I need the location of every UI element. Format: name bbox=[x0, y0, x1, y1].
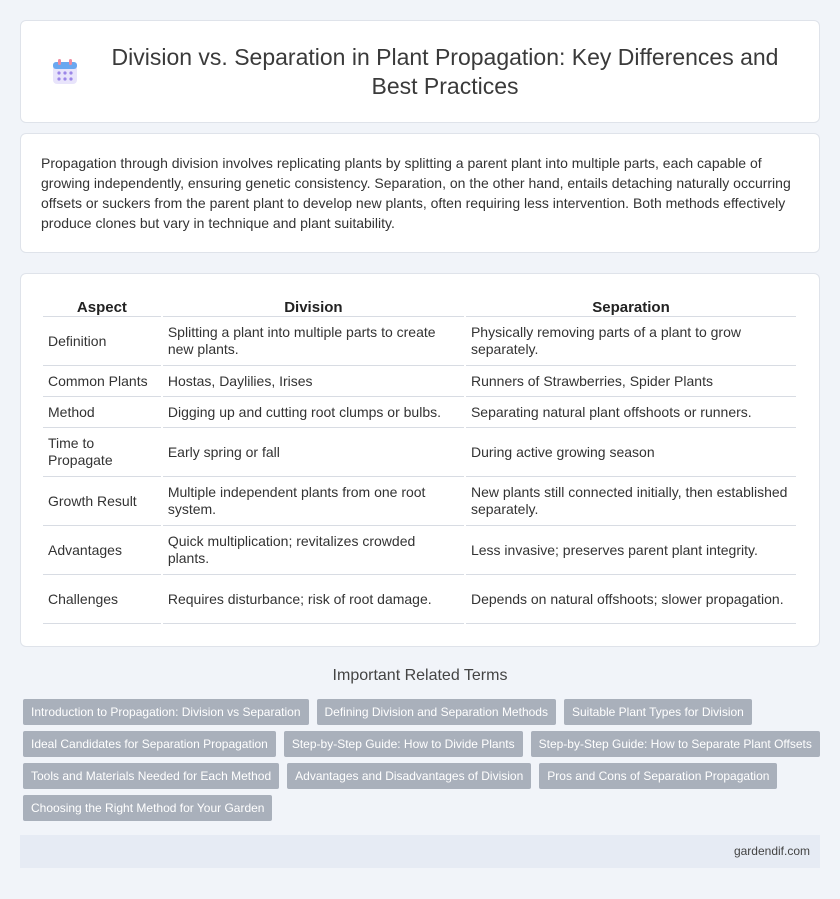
header-card bbox=[20, 20, 820, 123]
cell-separation: Depends on natural offshoots; slower propagation. bbox=[466, 575, 796, 624]
cell-separation: Separating natural plant offshoots or runners. bbox=[466, 397, 796, 428]
cell-division: Requires disturbance; risk of root damage. bbox=[163, 575, 464, 624]
calendar-icon bbox=[51, 58, 79, 86]
related-term-tag[interactable]: Advantages and Disadvantages of Division bbox=[287, 763, 531, 789]
related-terms-title: Important Related Terms bbox=[332, 667, 508, 684]
related-term-tag[interactable]: Choosing the Right Method for Your Garden bbox=[23, 795, 272, 821]
cell-separation: Physically removing parts of a plant to grow separately. bbox=[466, 317, 796, 366]
table-row bbox=[43, 428, 796, 477]
intro-card bbox=[20, 133, 820, 253]
cell-division: Digging up and cutting root clumps or bulbs. bbox=[163, 397, 464, 428]
related-term-tag[interactable]: Tools and Materials Needed for Each Method bbox=[23, 763, 279, 789]
table-header-row bbox=[43, 290, 796, 317]
footer bbox=[20, 835, 820, 868]
cell-separation: Less invasive; preserves parent plant integrity. bbox=[466, 526, 796, 575]
table-row bbox=[43, 366, 796, 397]
cell-aspect: Method bbox=[43, 397, 161, 428]
header-division: Division bbox=[163, 290, 464, 317]
table-row bbox=[43, 477, 796, 526]
table-row bbox=[43, 317, 796, 366]
related-term-tag[interactable]: Step-by-Step Guide: How to Separate Plant Offsets bbox=[531, 731, 820, 757]
comparison-table-card bbox=[20, 273, 820, 647]
cell-division: Multiple independent plants from one root system. bbox=[163, 477, 464, 526]
cell-division: Splitting a plant into multiple parts to create new plants. bbox=[163, 317, 464, 366]
cell-aspect: Time to Propagate bbox=[43, 428, 161, 477]
cell-aspect: Common Plants bbox=[43, 366, 161, 397]
related-term-tag[interactable]: Introduction to Propagation: Division vs Separation bbox=[23, 699, 309, 725]
header-aspect: Aspect bbox=[43, 290, 161, 317]
cell-aspect: Advantages bbox=[43, 526, 161, 575]
related-term-tag[interactable]: Defining Division and Separation Methods bbox=[317, 699, 556, 725]
related-term-tag[interactable]: Ideal Candidates for Separation Propagation bbox=[23, 731, 276, 757]
table-row bbox=[43, 575, 796, 624]
cell-division: Hostas, Daylilies, Irises bbox=[163, 366, 464, 397]
header-separation: Separation bbox=[466, 290, 796, 317]
table-row bbox=[43, 526, 796, 575]
related-term-tag[interactable]: Step-by-Step Guide: How to Divide Plants bbox=[284, 731, 523, 757]
footer-site-link[interactable]: gardendif.com bbox=[733, 844, 810, 858]
related-term-tag[interactable]: Pros and Cons of Separation Propagation bbox=[539, 763, 777, 789]
cell-separation: Runners of Strawberries, Spider Plants bbox=[466, 366, 796, 397]
cell-separation: New plants still connected initially, then established separately. bbox=[466, 477, 796, 526]
cell-aspect: Definition bbox=[43, 317, 161, 366]
cell-division: Quick multiplication; revitalizes crowded plants. bbox=[163, 526, 464, 575]
cell-aspect: Challenges bbox=[43, 575, 161, 624]
cell-separation: During active growing season bbox=[466, 428, 796, 477]
cell-aspect: Growth Result bbox=[43, 477, 161, 526]
intro-text: Propagation through division involves replicating plants by splitting a parent plant into multiple parts, each capable of growing independently, ensuring genetic consistency. Separation, on the other hand, entails detaching naturally occurring offsets or suckers from the parent plant to develop new plants, often requiring less intervention. Both methods effectively produce clones but vary in technique and plant suitability. bbox=[41, 155, 791, 231]
cell-division: Early spring or fall bbox=[163, 428, 464, 477]
page-title: Division vs. Separation in Plant Propagation: Key Differences and Best Practices bbox=[111, 43, 779, 99]
related-term-tag[interactable]: Suitable Plant Types for Division bbox=[564, 699, 752, 725]
related-terms-list bbox=[23, 699, 823, 821]
table-row bbox=[43, 397, 796, 428]
comparison-table bbox=[41, 290, 798, 624]
title-row bbox=[21, 21, 819, 122]
